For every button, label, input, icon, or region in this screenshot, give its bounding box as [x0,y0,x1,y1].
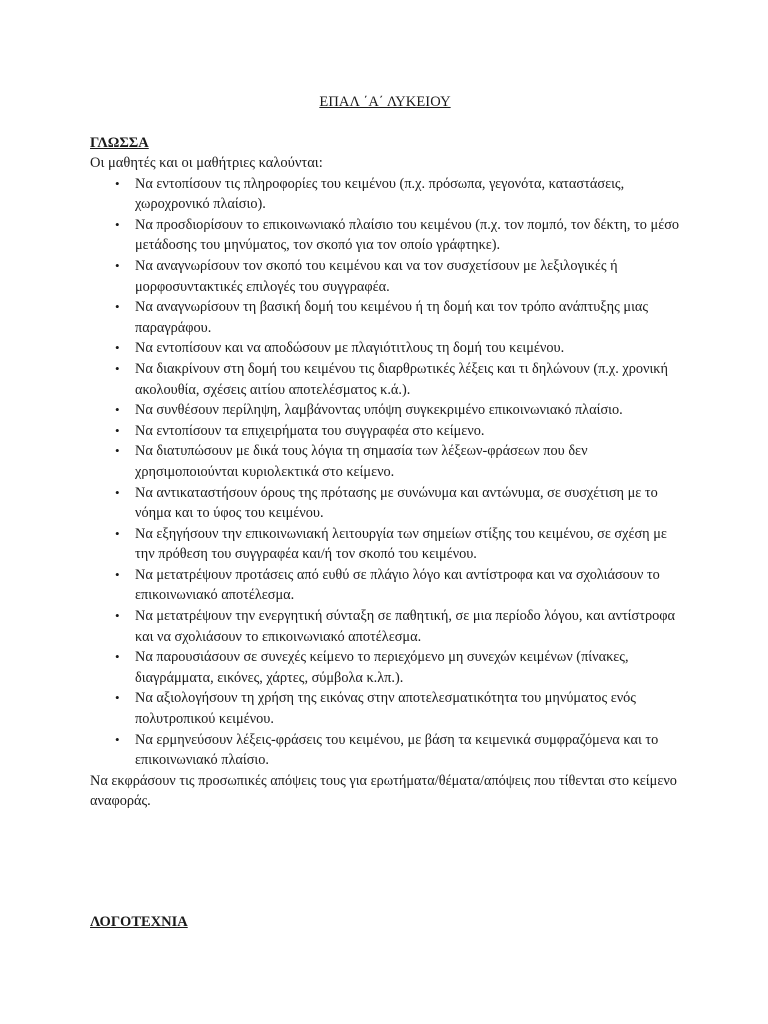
list-item [90,421,680,442]
list-item [90,256,680,297]
list-item [90,400,680,421]
section-heading-logotexnia: ΛΟΓΟΤΕΧΝΙΑ [90,914,188,930]
list-item-text: Να εντοπίσουν και να αποδώσουν με πλαγιότιτλους τη δομή του κειμένου. [135,340,565,357]
list-item [90,647,680,688]
list-item [90,565,680,606]
list-item [90,688,680,729]
list-item-text: Να αναγνωρίσουν τη βασική δομή του κειμένου ή τη δομή και τον τρόπο ανάπτυξης μιας παραγράφου. [135,299,649,336]
bullet-icon: • [115,484,120,500]
bullet-icon: • [115,566,120,582]
section-logotexnia [90,912,188,932]
list-item-text: Να αντικαταστήσουν όρους της πρότασης με συνώνυμα και αντώνυμα, σε συσχέτιση με το νόημα και το ύφος του κειμένου. [135,484,658,522]
list-item-text: Να διακρίνουν στη δομή του κειμένου τις διαρθρωτικές λέξεις και τι δηλώνουν (π.χ. χρονική ακολουθία, σχέσεις αιτίου αποτελέσματος κ.ά.). [135,360,668,398]
bullet-icon: • [115,360,120,376]
bullet-icon: • [115,257,120,273]
list-item-text: Να αναγνωρίσουν τον σκοπό του κειμένου και να τον συσχετίσουν με λεξιλογικές ή μορφοσυντακτικές επιλογές του συγγραφέα. [135,257,618,295]
list-item [90,297,680,338]
list-item-text: Να μετατρέψουν την ενεργητική σύνταξη σε παθητική, σε μια περίοδο λόγου, και αντίστροφα και να σχολιάσουν το επικοινωνιακό αποτέλεσμα. [135,608,676,645]
list-item [90,215,680,256]
section-glossa [90,133,680,812]
list-item-text: Να εξηγήσουν την επικοινωνιακή λειτουργία των σημείων στίξης του κειμένου, σε σχέση με την πρόθεση του συγγραφέα και/ή τον σκοπό του κειμένου. [135,525,667,563]
list-item-text: Να μετατρέψουν προτάσεις από ευθύ σε πλάγιο λόγο και αντίστροφα και να σχολιάσουν το επικοινωνιακό αποτέλεσμα. [135,566,660,604]
bullet-icon: • [115,731,120,747]
list-item-text: Να αξιολογήσουν τη χρήση της εικόνας στην αποτελεσματικότητα του μηνύματος ενός πολυτροπικού κειμένου. [135,690,636,728]
list-item [90,441,680,482]
intro-text: Οι μαθητές και οι μαθήτριες καλούνται: [90,155,323,171]
list-item [90,730,680,771]
list-item [90,483,680,524]
list-item-text: Να διατυπώσουν με δικά τους λόγια τη σημασία των λέξεων-φράσεων που δεν χρησιμοποιούνται κυριολεκτικά στο κείμενο. [135,443,588,480]
list-item [90,174,680,215]
list-item [90,606,680,647]
list-item-text: Να εντοπίσουν τις πληροφορίες του κειμένου (π.χ. πρόσωπα, γεγονότα, καταστάσεις, χωροχρονικό πλαίσιο). [135,175,625,213]
list-item-text: Να εντοπίσουν τα επιχειρήματα του συγγραφέα στο κείμενο. [135,422,485,439]
bullet-icon: • [115,649,120,665]
list-item-text: Να παρουσιάσουν σε συνεχές κείμενο το περιεχόμενο μη συνεχών κειμένων (πίνακες, διαγράμματα, εικόνες, χάρτες, σύμβολα κ.λπ.). [135,649,629,686]
section-heading-glossa: ΓΛΩΣΣΑ [90,135,149,151]
bullet-icon: • [115,402,120,418]
list-item [90,359,680,400]
closing-text: Να εκφράσουν τις προσωπικές απόψεις τους για ερωτήματα/θέματα/απόψεις που τίθενται στο κείμενο αναφοράς. [90,772,677,810]
bullet-icon: • [115,525,120,541]
list-item [90,524,680,565]
list-item-text: Να συνθέσουν περίληψη, λαμβάνοντας υπόψη συγκεκριμένο επικοινωνιακό πλαίσιο. [135,402,623,419]
document-title: ΕΠΑΛ ΄Α΄ ΛΥΚΕΙΟΥ [319,94,451,110]
bullet-icon: • [115,690,120,706]
bullet-icon: • [115,422,120,438]
list-item-text: Να προσδιορίσουν το επικοινωνιακό πλαίσιο του κειμένου (π.χ. τον πομπό, τον δέκτη, το μέσο μετάδοσης του μηνύματος, τον σκοπό για τον οποίο γράφτηκε). [135,216,680,254]
list-item-text: Να ερμηνεύσουν λέξεις-φράσεις του κειμένου, με βάση τα κειμενικά συμφραζόμενα και το επικοινωνιακό πλαίσιο. [135,731,659,769]
bullet-icon: • [115,608,120,624]
bullet-icon: • [115,299,120,315]
list-item [90,338,680,359]
bullet-icon: • [115,216,120,232]
bullet-icon: • [115,443,120,459]
objectives-list [90,174,680,771]
bullet-icon: • [115,175,120,191]
bullet-icon: • [115,340,120,356]
